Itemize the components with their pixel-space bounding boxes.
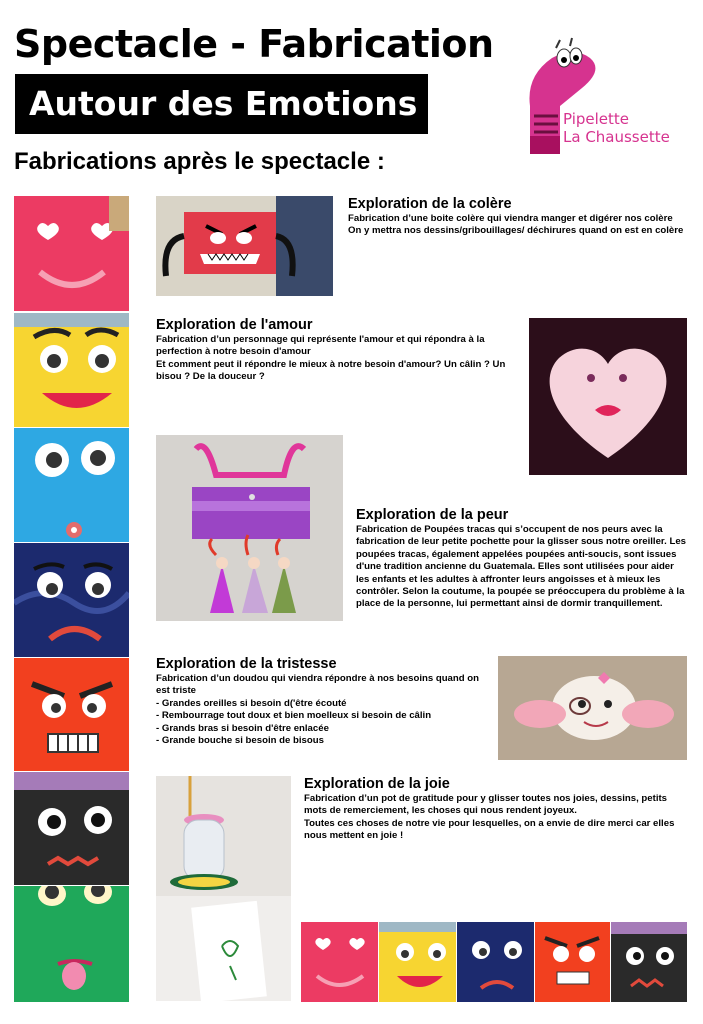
- section-sadness-line: - Grande bouche si besoin de bisous: [156, 735, 324, 747]
- section-love-line: Fabrication d’un personnage qui représente l'amour et qui répondra à la perfection à notre besoin d'amour: [156, 334, 485, 358]
- section-sadness-line: Fabrication d’un doudou qui viendra répondre à nos besoins quand on est triste: [156, 673, 480, 697]
- logo-text-line1: Pipelette: [563, 110, 630, 128]
- section-fear: [356, 507, 688, 611]
- page-subtitle: Fabrications après le spectacle :: [14, 148, 385, 175]
- bottom-face-black-image: [611, 922, 687, 1002]
- bottom-face-navy-image: [457, 922, 534, 1002]
- section-sadness-line: - Grands bras si besoin d'être enlacée: [156, 722, 329, 734]
- section-love: [156, 317, 516, 384]
- love-heart-photo: [529, 318, 687, 475]
- section-love-line: Et comment peut il répondre le mieux à notre besoin d'amour? Un câlin ? Un bisou ? De la douceur ?: [156, 358, 506, 383]
- sadness-plush-photo: [498, 656, 687, 760]
- section-anger-title: Exploration de la colère: [348, 196, 512, 212]
- gratitude-jar-photo: [156, 776, 291, 1001]
- section-love-title: Exploration de l'amour: [156, 317, 313, 333]
- section-fear-title: Exploration de la peur: [356, 507, 509, 523]
- page-title: Spectacle - Fabrication: [14, 22, 494, 66]
- section-anger-line: Fabrication d’une boite colère qui viendra manger et digérer nos colère: [348, 213, 673, 224]
- face-green-tongue-image: [14, 886, 129, 1002]
- section-anger-line: On y mettra nos dessins/gribouillages/ déchirures quand on est en colère: [348, 225, 684, 237]
- face-yellow-love-image: [14, 313, 129, 427]
- section-anger: [348, 196, 688, 238]
- section-sadness-line: - Rembourrage tout doux et bien moelleux si besoin de câlin: [156, 710, 432, 722]
- bottom-face-pink-image: [301, 922, 378, 1002]
- section-joy: [304, 776, 688, 843]
- anger-box-photo: [156, 196, 333, 296]
- face-black-disgust-image: [14, 772, 129, 885]
- logo-text-line2: La Chaussette: [563, 128, 670, 146]
- section-joy-line: Fabrication d’un pot de gratitude pour y glisser toutes nos joies, dessins, petits mots de remerciement, les choses qui nous rendent joyeux.: [304, 793, 668, 817]
- face-red-angry-image: [14, 658, 129, 771]
- section-fear-line: Fabrication de Poupées tracas qui s’occupent de nos peurs avec la fabrication de leur petite pochette pour la glisser sous notre oreiller. Les poupées tracas, également appelées poupées anti-soucis, sont issues d'une tradition ancienne du Guatemala. Elles sont utilisées pour aider les enfants et les adultes à affronter leurs angoisses et à mieux les contrôler. Selon la coutume, la poupée se préoccupera du problème à la place de la personne, lui permettant ainsi de dormir tranquillement.: [356, 524, 687, 610]
- face-navy-sad-image: [14, 543, 129, 657]
- title-banner: Autour des Emotions !: [15, 74, 428, 134]
- section-sadness: [156, 656, 494, 747]
- worry-dolls-photo: [156, 435, 343, 621]
- bottom-face-yellow-image: [379, 922, 456, 1002]
- bottom-face-red-image: [535, 922, 610, 1002]
- section-sadness-line: - Grandes oreilles si besoin d('être écouté: [156, 697, 347, 709]
- section-sadness-title: Exploration de la tristesse: [156, 656, 337, 672]
- logo-sock-puppet: [512, 36, 672, 166]
- section-joy-line: Toutes ces choses de notre vie pour lesquelles, on a envie de dire merci car elles nous mettent en joie !: [304, 817, 675, 842]
- face-blue-surprised-image: [14, 428, 129, 542]
- section-joy-title: Exploration de la joie: [304, 776, 450, 792]
- face-pink-happy-image: [14, 196, 129, 311]
